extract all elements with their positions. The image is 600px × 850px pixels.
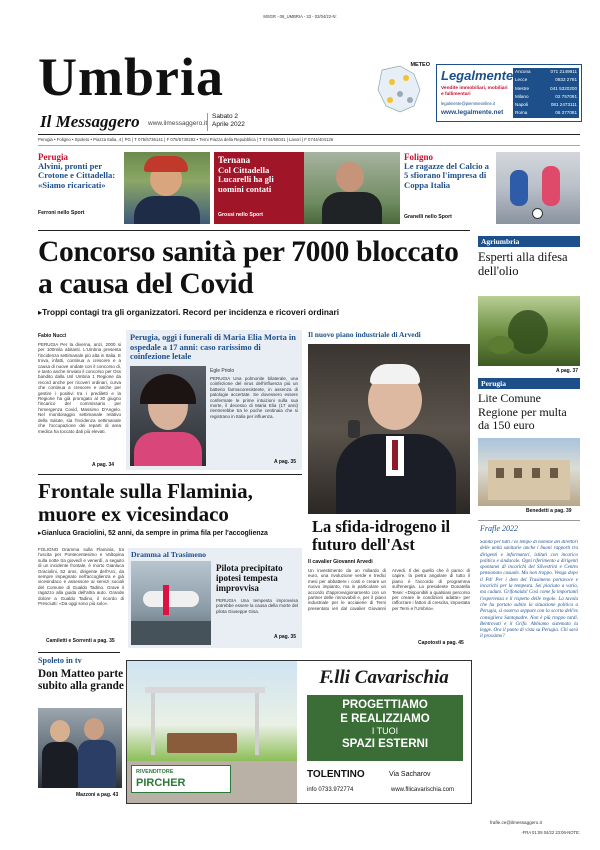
legalmente-url[interactable]: www.legalmente.net <box>441 109 504 116</box>
contact-row <box>513 85 579 93</box>
ad-street: Via Sacharov <box>389 771 431 778</box>
meteo-map <box>370 60 432 116</box>
main-body: PERUGIA Per la diverna, anzi, 2000 si per 100mila abitanti. L'Umbria presenta l'incidenza settimanale più alta in Italia. E trova, infatti, continua a crescere e a causa di nuove ondate con il concorso di, e tanto anche rinviato il concorso per Oss bandito dalla Usl Umbria 1 Regione da record anche per ricoveri ordinari, curva che continua a crescere e anche per gestire i positivi tra i prediletti e la Regione ha già prorogato al 30 giugno l'incarico del commissario per l'emergenza Covid, Massimo D'Angelo. Nel monitoraggio settimanale relativo della Salute, sia l'incidenza settimanale che l'occupazione dei reparti di area medica ha toccato dati più elevati. <box>38 342 121 434</box>
maria-elia-ref: A pag. 35 <box>274 459 297 465</box>
ad-town: TOLENTINO <box>307 769 365 780</box>
spoleto-ref: Mazzoni a pag. 43 <box>76 792 119 798</box>
website[interactable]: www.ilmessaggero.it <box>148 120 208 127</box>
legalmente-brand: Legalmente <box>441 68 514 83</box>
page-footer: -FRA 01:08 04/22 23:06-NOTE: <box>521 830 580 835</box>
arvedi-caption: Il cavalier Giovanni Arvedi <box>308 559 373 565</box>
contact-phone: 081 2473111 <box>550 102 577 108</box>
contact-row <box>513 68 579 76</box>
contact-city: Mestre <box>515 85 530 91</box>
contact-city: Lecce <box>515 77 528 83</box>
ad-line3: I TUOI <box>371 726 399 736</box>
arvedi-body: Un investimento da un miliardo di euro, una rivoluzione verde e tredici mesi per abbattere i costi e creare un nuovo impianto, ma in particolare un accordo d'approvvigionamento con un partner delle rinnovabili e, per il piano industriale per le acciaierie di Terni presentato ieri dal cavalier Giovanni Arvedi. Il dei quello che è parso: di capire, la pietra angolare di tutto il piano è l'accordo di programma sull'energia. La presidente Donatella Tesei: «Disponibili a qualsiasi percorso per creare le condizioni adatte» per rafforzare i fattori di crescita, impostata per Terni e l'Umbria». <box>308 568 470 611</box>
teaser-city: Foligno <box>404 152 434 162</box>
perugia-lite-ref: Benedetti a pag. 39 <box>526 508 572 514</box>
trasimeno-photo <box>131 561 211 645</box>
teaser-credit: Granelli nello Sport <box>404 214 452 220</box>
ad-website[interactable]: www.fllicavarischia.com <box>391 787 455 793</box>
contact-row <box>513 76 579 84</box>
teaser-photo <box>496 152 580 224</box>
maria-elia-headline: Perugia, oggi i funerali di Maria Elia Morta in ospedale a 17 anni: caso rarissimo di coinfezione letale <box>130 333 296 362</box>
main-byline: Fabio Nucci <box>38 333 67 339</box>
main-subhead: ▸Troppi contagi tra gli organizzatori. Record per incidenza e ricoveri ordinari <box>38 307 340 317</box>
teaser-credit: Ferroni nello Sport <box>38 210 85 216</box>
maria-elia-byline: Egle Priolo <box>210 368 235 374</box>
flaminia-body: FOLIGNO Dramma sulla Flaminia, tra l'uscita per Pontecentesimo e Valtopina sulla notte tra giovedì e venerdì, a seguito di un incidente frontale, è morto Gianluca Graciolini, 52 anni, dirigente dell'Arci, da sempre impegnato nell'accoglienza e già vicesindaco e assessore ai servizi sociali del Comune di Gualdo Tadino. Grave il ragazzo alla guida dell'altra auto. Grande dolore a Gualdo Tadino, il ricordo di Presciutti: «Da oggi sono più solo». <box>38 547 124 607</box>
arvedi-photo <box>308 344 470 514</box>
ad-line1: PROGETTIAMO <box>342 699 428 711</box>
main-ref: A pag. 34 <box>92 462 115 468</box>
ad-line4: SPAZI ESTERNI <box>341 738 429 750</box>
legalmente-email[interactable]: legalmente@piemmeonline.it <box>441 101 496 106</box>
teaser-ternana[interactable] <box>214 152 400 224</box>
teaser-city: Ternana <box>218 155 251 165</box>
teaser-headline: Col Cittadella Lucarelli ha gli uomini contati <box>218 165 274 194</box>
ad-phone[interactable]: info 0733.972774 <box>307 787 354 793</box>
trasimeno-box[interactable] <box>128 548 302 648</box>
contact-city: Napoli <box>515 102 529 108</box>
issue-month: Aprile 2022 <box>212 121 245 128</box>
contact-city: Ancona <box>515 69 531 74</box>
ad-line2: E REALIZZIAMO <box>340 713 430 725</box>
pircher-badge <box>131 765 231 793</box>
teaser-city: Perugia <box>38 152 68 162</box>
arvedi-section: Il nuovo piano industriale di Arvedi <box>308 330 421 339</box>
flaminia-subhead: ▸Gianluca Graciolini, 52 anni, da sempre in prima fila per l'accoglienza <box>38 530 268 537</box>
page-slug: MSGR - 06_UMBRIA - 33 - 02/04/22-N: <box>263 14 337 19</box>
contact-row <box>513 101 579 109</box>
issue-day: Sabato 2 <box>212 113 239 120</box>
legalmente-ad[interactable] <box>436 64 582 122</box>
cavarischia-logo: F.lli Cavarischia <box>319 667 449 688</box>
contact-phone: 041 5320200 <box>550 85 577 91</box>
address-bar: Perugia • Foligno • Spoleto • Piazza Italia, 4 | PG | T 075/5736141 | F 075/5730282 • Terni Piazza della Repubblica | T 0744/58041 | Lavori | F 0744/404126 <box>38 137 334 142</box>
trasimeno-kicker: Dramma al Trasimeno <box>131 550 207 559</box>
contact-phone: 071 2149811 <box>550 69 577 74</box>
teaser-headline: Le ragazze del Calcio a 5 sfiorano l'impresa di Coppa Italia <box>404 161 489 190</box>
perugia-kicker: Perugia <box>478 378 580 389</box>
legalmente-tagline: Vendite immobiliari, mobiliari e fallimentari <box>441 86 508 97</box>
arvedi-ref: Capotosti a pag. 45 <box>418 640 464 646</box>
teaser-credit: Grossi nello Sport <box>218 212 263 218</box>
trasimeno-headline: Pilota precipitato ipotesi tempesta improvvisa <box>216 563 283 593</box>
contact-phone: 0832 2781 <box>555 77 577 83</box>
arvedi-headline[interactable]: La sfida-idrogeno il futuro dell'Ast <box>312 517 451 554</box>
dealer-label: RIVENDITORE <box>136 769 174 775</box>
teaser-photo <box>304 152 400 224</box>
agriumbria-ref: A pag. 37 <box>556 368 579 374</box>
contact-city: Roma <box>515 110 528 116</box>
maria-elia-box[interactable] <box>126 330 302 470</box>
trasimeno-ref: A pag. 35 <box>274 634 297 640</box>
trasimeno-body: PERUGIA Una tempesta improvvisa potrebbe essere la causa della morte del pilota Giuseppe Gisa. <box>216 598 298 614</box>
agriumbria-headline[interactable]: Esperti alla difesa dell'olio <box>478 250 568 278</box>
frafle-title: Frafle 2022 <box>480 524 518 533</box>
umbria-map-icon <box>370 60 432 116</box>
teaser-headline: Alvini, pronti per Crotone e Cittadella: «Siamo ricaricati» <box>38 161 116 190</box>
flaminia-headline[interactable]: Frontale sulla Flaminia, muore ex vicesindaco <box>38 479 253 526</box>
frafle-email[interactable]: frafle.ce@ilmessaggero.it <box>490 820 542 825</box>
cavarischia-ad[interactable] <box>126 660 472 804</box>
contact-row <box>513 109 579 117</box>
pircher-logo: PIRCHER <box>136 777 186 789</box>
perugia-lite-headline[interactable]: Lite Comune Regione per multa da 150 euro <box>478 391 567 432</box>
contact-row <box>513 93 579 101</box>
contact-phone: 06 377081 <box>555 110 577 116</box>
don-matteo-photo <box>38 708 122 788</box>
agriumbria-kicker: Agriumbria <box>478 236 580 247</box>
newspaper-logo: Il Messaggero <box>40 112 140 131</box>
legalmente-contacts <box>513 68 579 118</box>
masthead-title: Umbria <box>38 47 224 107</box>
ad-slogan-box <box>307 695 463 761</box>
flaminia-ref: Camiletti e Sorrenti a pag. 35 <box>46 638 115 644</box>
teaser-photo <box>124 152 210 224</box>
maria-elia-photo <box>130 366 206 466</box>
frafle-body: Sanità per tutti / Io tempo di nomine dei direttori delle unità sanitarie anche i buoni rapporti tra dirigenti e informatori, istituti con incarico politico e sindacale. Ogni riferimento a dirigenti spontanei di incarichi del Silvestrini e Centro pensionato casuale. Ma non troppo. Venga dopo il Pd! Per i dem del Trasimeno portavoce e incarichi per la tempesta. Sei piaciuto a vario, ma caduto. Grifonaida! Così come fa importanti l'esperienza e il rispetto delle regole. La tavola che ha portato subito la situazione politica a Perugia, si osserva seppure con la scorta dell'ex consigliera Santopadre. Non è più troppo tardi. Bentrovati e il Grifo. Abbiamo sistemato la legge. Ora il punto di vista su Perugia. Chi sarà il prossimo? <box>480 540 578 640</box>
spoleto-headline[interactable]: Don Matteo parte subito alla grande <box>38 668 124 693</box>
issue-date <box>212 113 245 129</box>
agriumbria-photo <box>478 296 580 366</box>
contact-phone: 02 757091 <box>555 93 577 99</box>
main-headline[interactable]: Concorso sanità per 7000 bloccato a causa del Covid <box>38 236 459 300</box>
teaser-perugia[interactable] <box>38 152 210 224</box>
contact-city: Milano <box>515 93 529 99</box>
teaser-foligno[interactable] <box>404 152 580 224</box>
meteo-label: METEO <box>410 62 430 68</box>
perugia-photo <box>478 438 580 506</box>
spoleto-kicker: Spoleto in tv <box>38 656 82 665</box>
maria-elia-body: PERUGIA Una polmonite bilaterale, una coinfezione del virus dell'influenza più un batterio farmacoresistente, in assenza di patologie accertate. Se dovessero essere confermate le prime intuizioni sulla sua morte, il decesso di Maria Elia (17 anni) rientrerebbe tra le poche centinaia che si registrano in Italia per influenza. <box>210 376 298 419</box>
